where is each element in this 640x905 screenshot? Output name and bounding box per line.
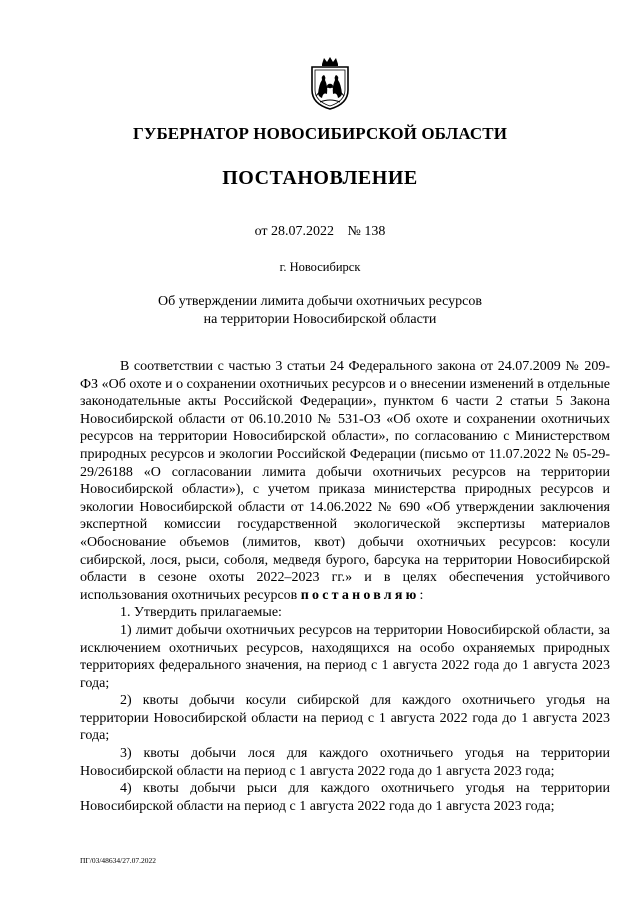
issuing-authority: ГУБЕРНАТОР НОВОСИБИРСКОЙ ОБЛАСТИ — [132, 124, 508, 143]
document-body — [80, 358, 610, 815]
document-subject — [0, 293, 640, 329]
date-number-line — [0, 224, 640, 240]
document-number: № 138 — [347, 224, 386, 239]
preamble-text: В соответствии с частью 3 статьи 24 Федерального закона от 24.07.2009 № 209-ФЗ «Об охоте и о сохранении охотничьих ресурсов и о внесении изменений в отдельные законодательные акты Российской Федерации», пунктом 6 части 2 статьи 5 Закона Новосибирской области от 06.10.2010 № 531-ОЗ «Об охоте и сохранении охотничьих ресурсов на территории Новосибирской области», по согласованию с Министерством природных ресурсов и экологии Российской Федерации (письмо от 11.07.2022 № 05-29-29/26188 «О согласовании лимита добычи охотничьих ресурсов на территории Новосибирской области»), с учетом приказа министерства природных ресурсов и экологии Новосибирской области от 14.06.2022 № 690 «Об утверждении заключения экспертной комиссии государственной экологической экспертизы материалов «Обоснование объемов (лимитов, квот) добычи охотничьих ресурсов: косули сибирской, лося, рыси, соболя, медведя бурого, барсука на территории Новосибирской области в сезоне охоты 2022–2023 гг.» и в целях обеспечения устойчивого использования охотничьих ресурсов — [80, 359, 610, 603]
document-city: г. Новосибирск — [279, 260, 361, 274]
subject-line-2: на территории Новосибирской области — [203, 312, 437, 327]
document-type-title: ПОСТАНОВЛЕНИЕ — [222, 167, 418, 189]
decree-word: постановляю — [300, 587, 420, 603]
preamble-paragraph — [80, 358, 610, 604]
subject-line-1: Об утверждении лимита добычи охотничьих ресурсов — [158, 294, 482, 309]
coat-of-arms-icon — [310, 56, 350, 110]
document-date: от 28.07.2022 — [254, 224, 335, 239]
clause-1-1: 1) лимит добычи охотничьих ресурсов на территории Новосибирской области, за исключением охотничьих ресурсов, находящихся на особо охраняемых природных территориях федерального значения, на период с 1 августа 2022 года до 1 августа 2023 года; — [80, 622, 610, 691]
footer-registration-code: ПГ/03/48634/27.07.2022 — [80, 856, 157, 865]
clause-1-2: 2) квоты добычи косули сибирской для каждого охотничьего угодья на территории Новосибирской области на период с 1 августа 2022 года до 1 августа 2023 года; — [80, 693, 610, 744]
decree-colon: : — [419, 587, 424, 603]
clause-1-4: 4) квоты добычи рыси для каждого охотничьего угодья на территории Новосибирской области на период с 1 августа 2022 года до 1 августа 2023 года; — [80, 781, 610, 814]
clause-1-3: 3) квоты добычи лося для каждого охотничьего угодья на территории Новосибирской области на период с 1 августа 2022 года до 1 августа 2023 года; — [80, 746, 610, 779]
clause-1: 1. Утвердить прилагаемые: — [120, 605, 282, 621]
